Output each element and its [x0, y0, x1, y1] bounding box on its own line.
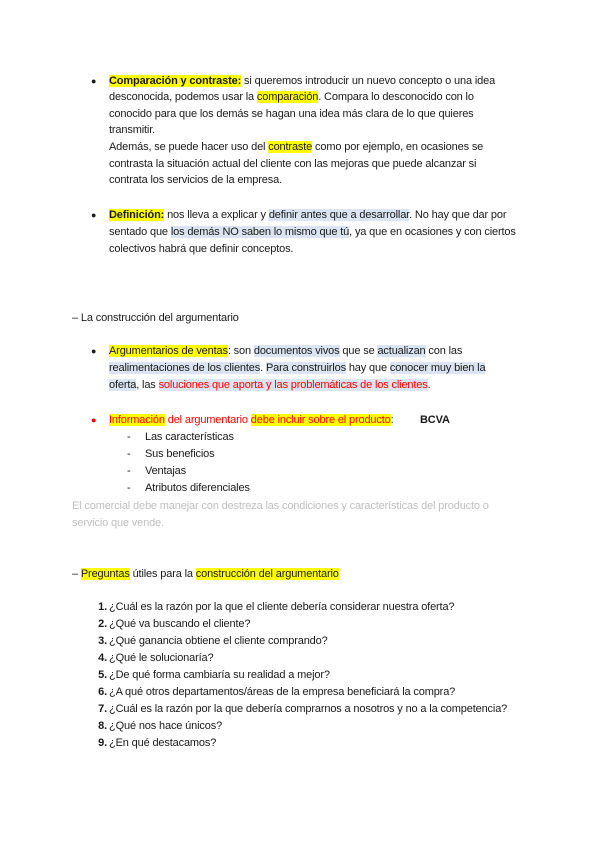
text-span: útiles para la [129, 568, 196, 580]
text-span: : [390, 414, 394, 426]
heading-construccion: – La construcción del argumentario [72, 312, 239, 324]
red-text: del argumentario [164, 414, 251, 426]
red-text: soluciones que aporta y las problemáticas de los clientes [158, 379, 428, 391]
list-item: Las características [145, 431, 234, 443]
definition-line-1 [109, 207, 506, 223]
definition-line-3: colectivos habrá que definir conceptos. [109, 243, 294, 255]
bcva-tag: BCVA [420, 414, 450, 426]
question-number: 2. [98, 618, 107, 630]
highlight-blue: realimentaciones de los clientes [109, 362, 261, 374]
text-span: . Compara lo desconocido con lo [318, 91, 474, 103]
comparison-line-3: conocido para que los demás se hagan una idea más clara de lo que quieres [109, 108, 474, 120]
text-span: como por ejemplo, en ocasiones se [312, 141, 484, 153]
question-text: ¿Cuál es la razón por la que el cliente debería considerar nuestra oferta? [109, 601, 455, 613]
text-span: nos lleva a explicar y [164, 209, 269, 221]
text-span: Además, se puede hacer uso del [109, 141, 269, 153]
question-number: 3. [98, 635, 107, 647]
gray-paragraph-line-2: servicio que vende. [72, 517, 164, 529]
text-span: – [72, 568, 81, 580]
question-number: 8. [98, 720, 107, 732]
highlight-contraste: contraste [268, 141, 313, 153]
dash: - [127, 431, 131, 443]
text-span: si queremos introducir un nuevo concepto o una idea [241, 75, 496, 87]
definition-line-2 [109, 224, 516, 240]
argumentarios-term: Argumentarios de ventas [109, 345, 228, 357]
highlight-blue: Para construirlos [265, 362, 346, 374]
comparison-line-7: contrata los servicios de la empresa. [109, 174, 282, 186]
highlight-blue: los demás NO saben lo mismo que tú [170, 226, 350, 238]
text-span: , ya que en ocasiones y con ciertos [349, 226, 516, 238]
highlight-blue: conocer muy bien la [389, 362, 486, 374]
bullet: ● [91, 210, 97, 220]
comparison-line-6: contrasta la situación actual del cliente con las mejoras que puede alcanzar si [109, 158, 477, 170]
heading-preguntas [72, 566, 339, 582]
dash: - [127, 465, 131, 477]
question-text: ¿De qué forma cambiaría su realidad a mejor? [109, 669, 330, 681]
question-text: ¿Cuál es la razón por la que debería comprarnos a nosotros y no a la competencia? [109, 703, 508, 715]
question-number: 7. [98, 703, 107, 715]
question-number: 1. [98, 601, 107, 613]
text-span: . [427, 379, 431, 391]
dash: - [127, 482, 131, 494]
highlight-blue: oferta [109, 379, 137, 391]
highlight-debe-incluir: debe incluir sobre el producto [250, 414, 391, 426]
highlight-comparacion: comparación [256, 91, 319, 103]
highlight-blue: documentos vivos [253, 345, 340, 357]
bullet: ● [91, 415, 97, 425]
comparison-line-5 [109, 139, 483, 155]
comparison-line-1 [109, 73, 495, 89]
question-text: ¿Qué va buscando el cliente? [109, 618, 251, 630]
question-number: 5. [98, 669, 107, 681]
text-span: que se [339, 345, 378, 357]
question-number: 4. [98, 652, 107, 664]
question-text: ¿Qué nos hace únicos? [109, 720, 223, 732]
list-item: Sus beneficios [145, 448, 215, 460]
text-span: hay que [345, 362, 390, 374]
text-span: , las [136, 379, 159, 391]
definition-term: Definición: [109, 209, 165, 221]
text-span: con las [425, 345, 463, 357]
highlight-blue: actualizan [377, 345, 426, 357]
question-text: ¿Qué le solucionaría? [109, 652, 214, 664]
text-span: : son [227, 345, 254, 357]
list-item: Atributos diferenciales [145, 482, 250, 494]
highlight-blue: definir antes que a desarrollar [268, 209, 410, 221]
text-span: . No hay que dar por [409, 209, 507, 221]
text-span: desconocida, podemos usar la [109, 91, 257, 103]
list-item: Ventajas [145, 465, 187, 477]
dash: - [127, 448, 131, 460]
question-text: ¿A qué otros departamentos/áreas de la empresa beneficiará la compra? [109, 686, 456, 698]
question-text: ¿En qué destacamos? [109, 737, 217, 749]
informacion-line [109, 412, 394, 428]
highlight-informacion: Información [109, 414, 165, 426]
gray-paragraph-line-1: El comercial debe manejar con destreza las condiciones y características del producto o [72, 500, 489, 512]
highlight-construccion: construcción del argumentario [195, 568, 339, 580]
question-number: 9. [98, 737, 107, 749]
text-span: sentado que [109, 226, 171, 238]
bullet: ● [91, 346, 97, 356]
argumentarios-line-1 [109, 343, 462, 359]
comparison-line-2 [109, 89, 474, 105]
argumentarios-line-3 [109, 377, 431, 393]
bullet: ● [91, 76, 97, 86]
question-text: ¿Qué ganancia obtiene el cliente comprando? [109, 635, 328, 647]
question-number: 6. [98, 686, 107, 698]
argumentarios-line-2 [109, 360, 485, 376]
comparison-term: Comparación y contraste: [109, 75, 242, 87]
comparison-line-4: transmitir. [109, 124, 156, 136]
text-span: . [260, 362, 266, 374]
highlight-preguntas: Preguntas [80, 568, 130, 580]
